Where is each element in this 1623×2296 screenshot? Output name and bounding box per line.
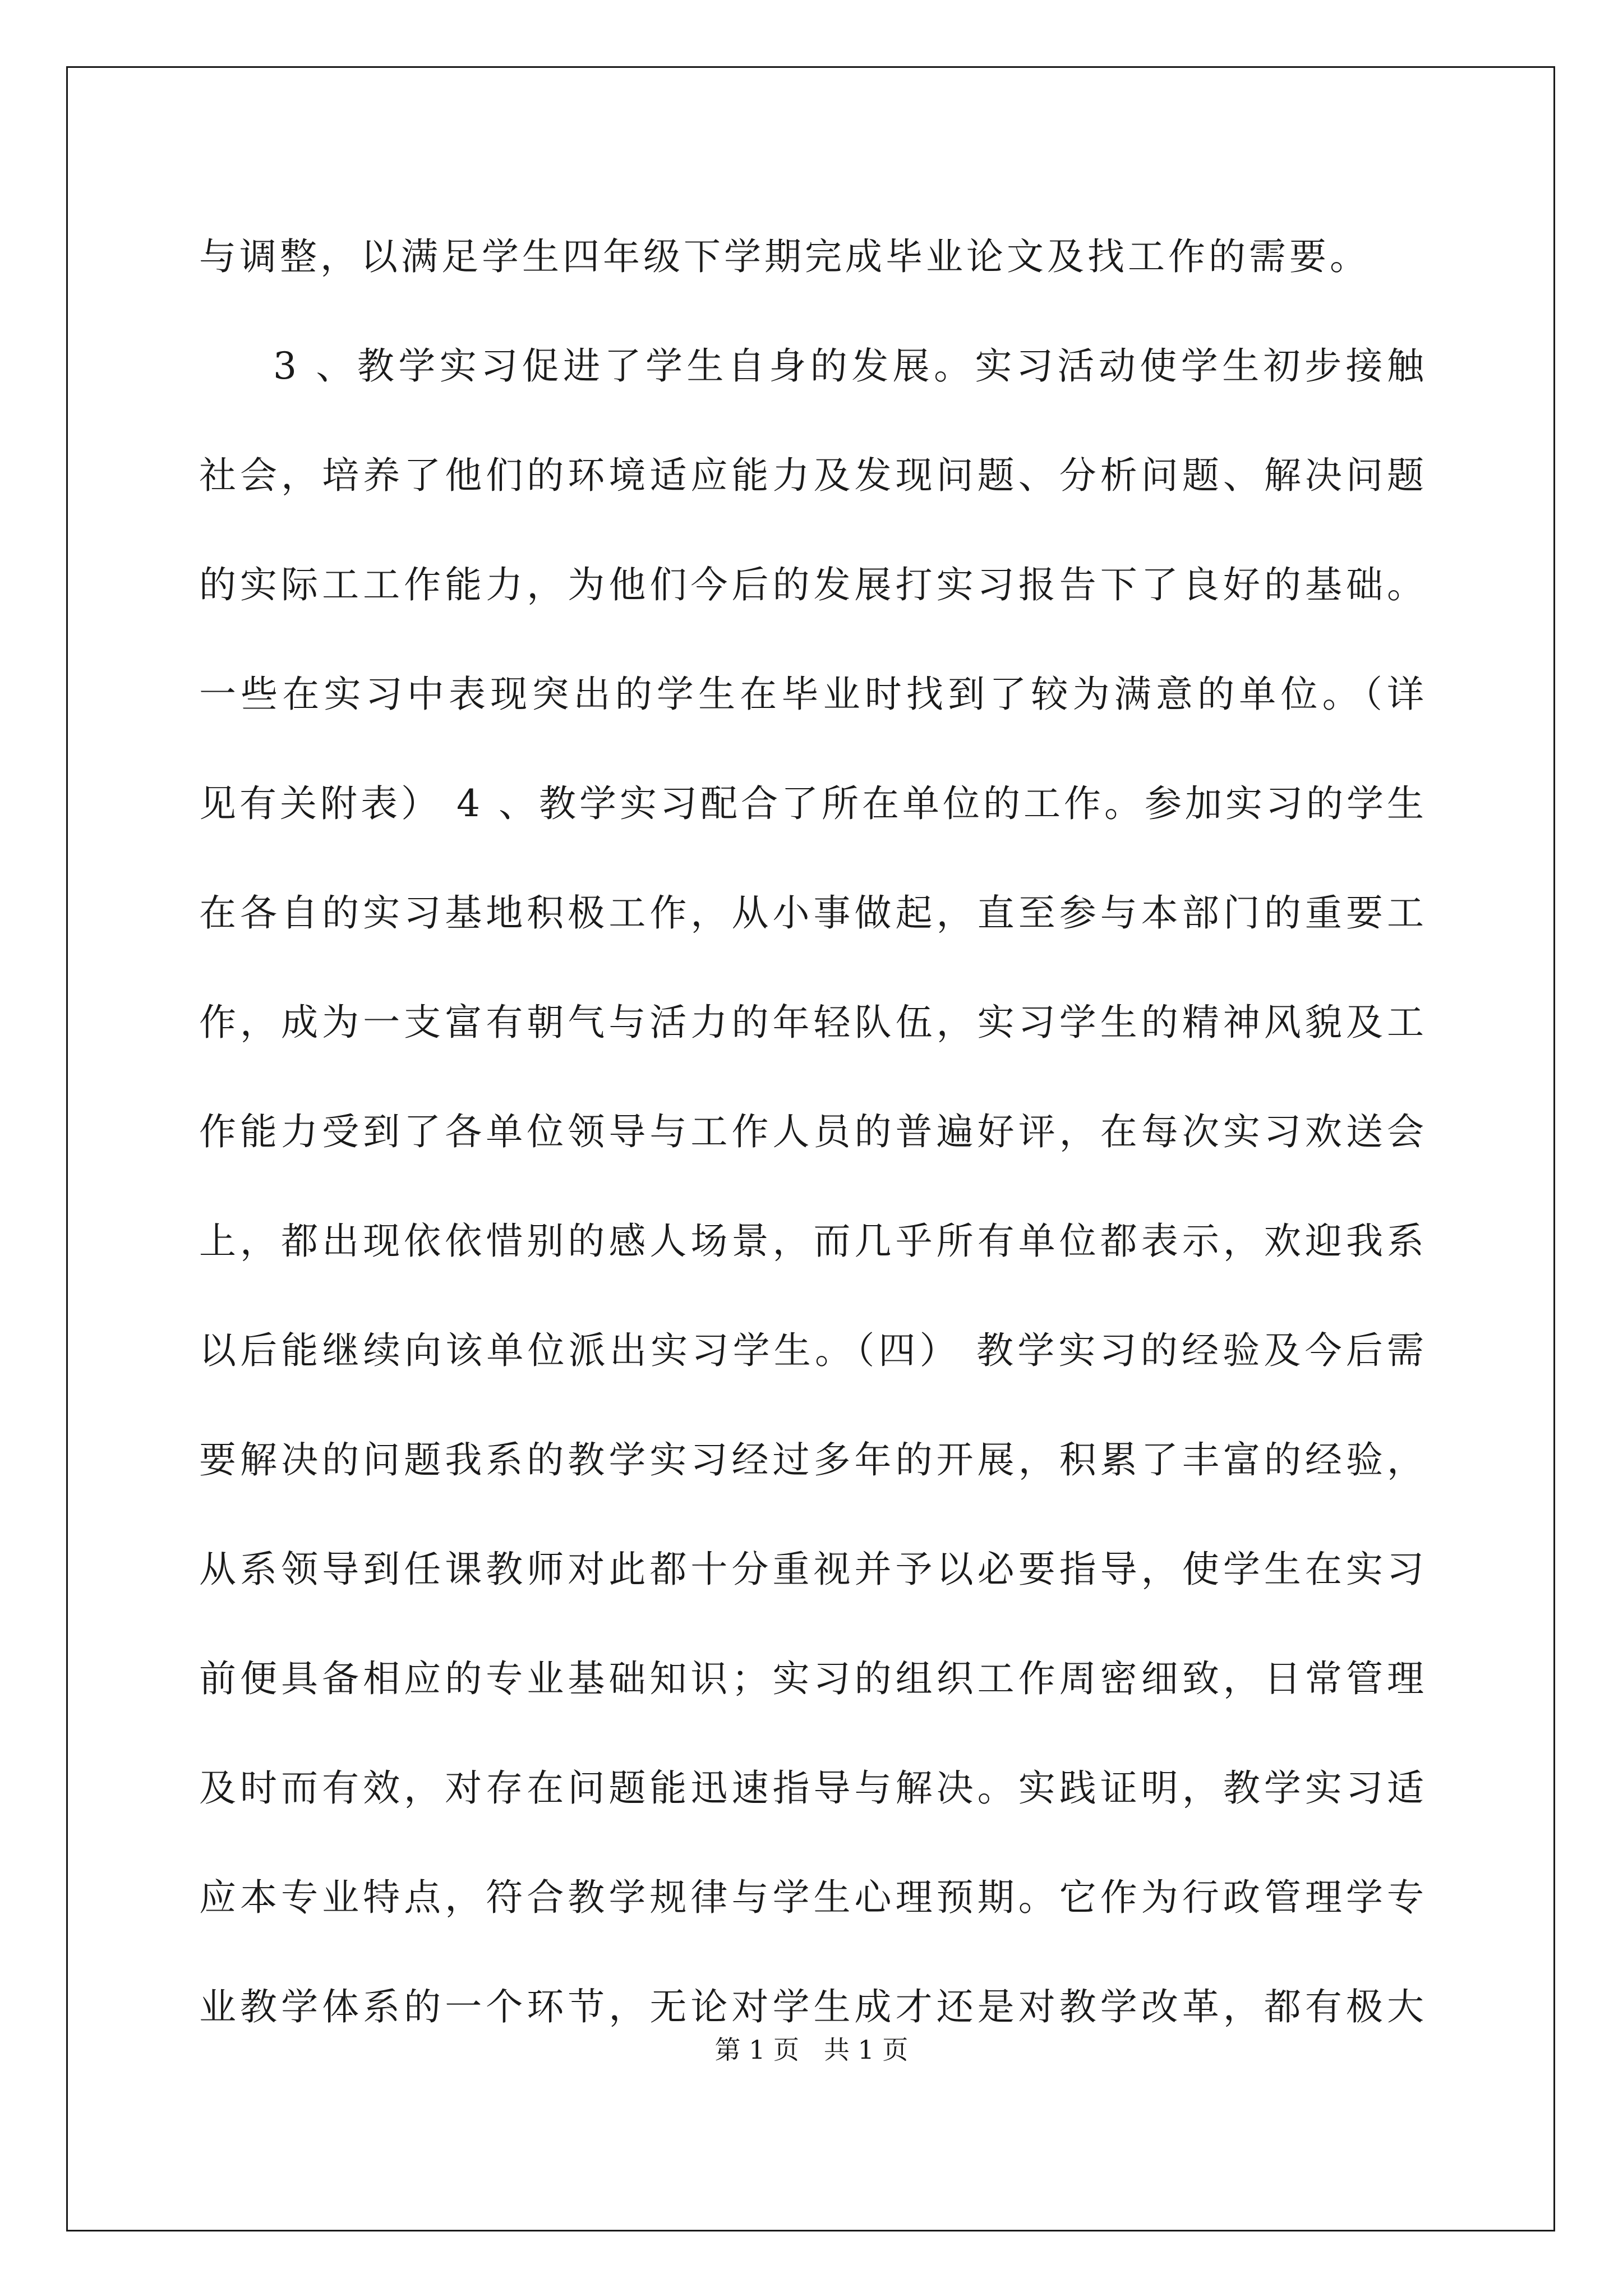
text-line-9: 作能力受到了各单位领导与工作人员的普遍好评，在每次实习欢送会: [199, 1110, 1427, 1153]
text-line-8: 作，成为一支富有朝气与活力的年轻队伍，实习学生的精神风貌及工: [199, 1001, 1427, 1044]
text-line-4: 的实际工工作能力，为他们今后的发展打实习报告下了良好的基础。: [199, 563, 1427, 606]
text-line-16: 应本专业特点，符合教学规律与学生心理预期。它作为行政管理学专: [199, 1876, 1427, 1919]
text-line-14: 前便具备相应的专业基础知识；实习的组织工作周密细致，日常管理: [199, 1657, 1427, 1700]
text-line-2: 3 、教学实习促进了学生自身的发展。实习活动使学生初步接触: [273, 344, 1427, 388]
text-line-13: 从系领导到任课教师对此都十分重视并予以必要指导，使学生在实习: [199, 1548, 1427, 1591]
document-body: [199, 202, 1427, 2062]
text-line-15: 及时而有效，对存在问题能迅速指导与解决。实践证明，教学实习适: [199, 1766, 1427, 1810]
text-line-17: 业教学体系的一个环节，无论对学生成才还是对教学改革，都有极大: [199, 1985, 1427, 2028]
text-line-5: 一些在实习中表现突出的学生在毕业时找到了较为满意的单位。（详: [199, 673, 1427, 716]
text-line-6: 见有关附表） 4 、教学实习配合了所在单位的工作。参加实习的学生: [199, 782, 1427, 825]
text-line-3: 社会，培养了他们的环境适应能力及发现问题、分析问题、解决问题: [199, 454, 1427, 497]
text-line-10: 上，都出现依依惜别的感人场景，而几乎所有单位都表示，欢迎我系: [199, 1220, 1427, 1263]
text-line-11: 以后能继续向该单位派出实习学生。（四） 教学实习的经验及今后需: [199, 1329, 1427, 1372]
text-line-7: 在各自的实习基地积极工作，从小事做起，直至参与本部门的重要工: [199, 891, 1427, 935]
text-line-1: 与调整，以满足学生四年级下学期完成毕业论文及找工作的需要。: [199, 235, 1370, 278]
page-number: 第 1 页 共 1 页: [714, 2035, 909, 2065]
text-line-12: 要解决的问题我系的教学实习经过多年的开展，积累了丰富的经验，: [199, 1438, 1427, 1481]
